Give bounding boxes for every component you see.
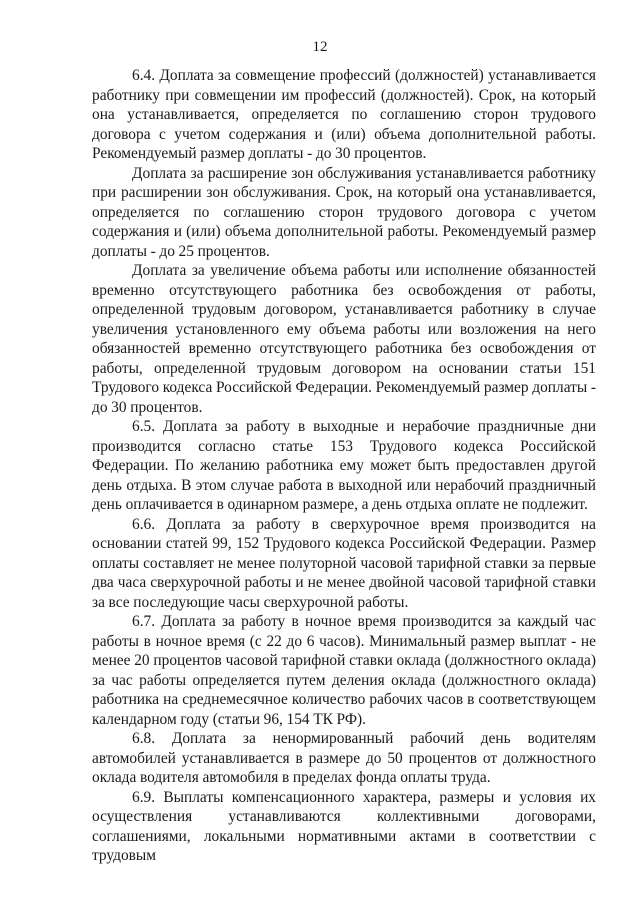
page-number: 12 bbox=[312, 39, 328, 55]
document-body bbox=[92, 66, 596, 866]
paragraph-6-8: 6.8. Доплата за ненормированный рабочий день водителям автомобилей устанавливается в размере до 50 процентов от должностного оклада водителя автомобиля в пределах фонда оплаты труда. bbox=[92, 730, 596, 786]
paragraph-6-7: 6.7. Доплата за работу в ночное время производится за каждый час работы в ночное время (с 22 до 6 часов). Минимальный размер выплат - не менее 20 процентов часовой тарифной ставки оклада (должностного оклада) за час работы определяется путем деления оклада (должностного оклада) работника на среднемесячное количество рабочих часов в соответствующем календарном году (статьи 96, 154 ТК РФ). bbox=[92, 613, 596, 728]
paragraph-6-5: 6.5. Доплата за работу в выходные и нерабочие праздничные дни производится согласно статье 153 Трудового кодекса Российской Федерации. По желанию работника ему может быть предоставлен другой день отдыха. В этом случае работа в выходной или нерабочий праздничный день оплачивается в одинарном размере, а день отдыха оплате не подлежит. bbox=[92, 418, 596, 513]
paragraph-workload-increase: Доплата за увеличение объема работы или исполнение обязанностей временно отсутствующего работника без освобождения от работы, определенной трудовым договором, устанавливается работнику в случае увеличения установленного ему объема работы или возложения на него обязанностей временно отсутствующего работника без освобождения от работы, определенной трудовым договором на основании статьи 151 Трудового кодекса Российской Федерации. Рекомендуемый размер доплаты - до 30 процентов. bbox=[92, 262, 596, 416]
paragraph-service-zones: Доплата за расширение зон обслуживания устанавливается работнику при расширении зон обслуживания. Срок, на который она устанавливается, определяется по соглашению сторон трудового договора с учетом содержания и (или) объема дополнительной работы. Рекомендуемый размер доплаты - до 25 процентов. bbox=[92, 164, 596, 260]
paragraph-6-9: 6.9. Выплаты компенсационного характера, размеры и условия их осуществления устанавливаются коллективными договорами, соглашениями, локальными нормативными актами в соответствии с трудовым bbox=[92, 788, 596, 864]
paragraph-6-6: 6.6. Доплата за работу в сверхурочное время производится на основании статей 99, 152 Трудового кодекса Российской Федерации. Размер оплаты составляет не менее полуторной часовой тарифной ставки за первые два часа сверхурочной работы и не менее двойной часовой тарифной ставки за все последующие часы сверхурочной работы. bbox=[92, 515, 596, 611]
paragraph-6-4: 6.4. Доплата за совмещение профессий (должностей) устанавливается работнику при совмещении им профессий (должностей). Срок, на который она устанавливается, определяется по соглашению сторон трудового договора с учетом содержания и (или) объема дополнительной работы. Рекомендуемый размер доплаты - до 30 процентов. bbox=[92, 67, 596, 162]
